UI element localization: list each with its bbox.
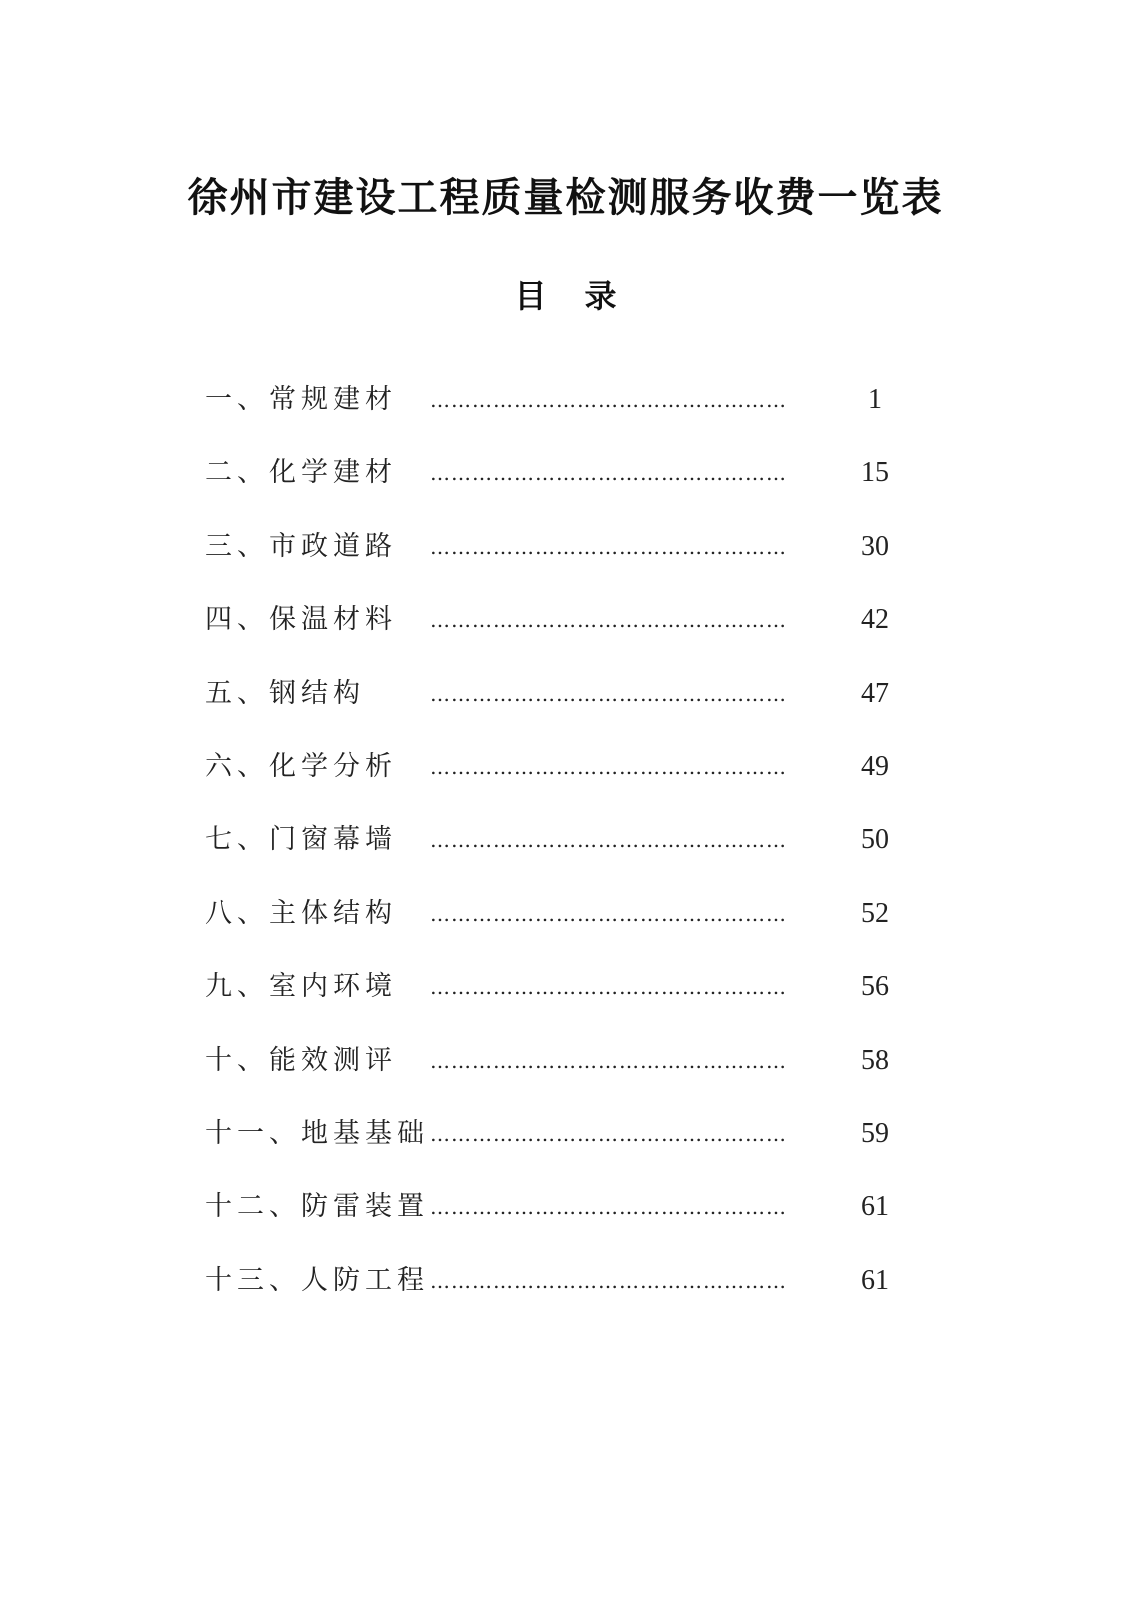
- toc-entry-label: 十三、人防工程: [205, 1264, 429, 1296]
- toc-leader-dots: ……………………………………………: [430, 828, 787, 853]
- toc-entry-7[interactable]: [0, 823, 1131, 896]
- toc-entry-label: 七、门窗幕墙: [205, 824, 397, 856]
- toc-entry-label: 一、常规建材: [205, 384, 397, 415]
- toc-leader-dots: ……………………………………………: [430, 1195, 787, 1220]
- toc-entry-page: 15: [861, 457, 889, 489]
- toc-entry-page: 61: [861, 1191, 889, 1223]
- toc-entry-label: 五、钢结构: [205, 677, 365, 709]
- toc-leader-dots: ……………………………………………: [430, 1121, 787, 1146]
- toc-leader-dots: ……………………………………………: [430, 681, 787, 706]
- toc-entry-5[interactable]: [0, 677, 1131, 750]
- toc-entry-label: 十、能效测评: [205, 1044, 397, 1076]
- toc-entry-page: 42: [861, 604, 889, 636]
- toc-leader-dots: ……………………………………………: [430, 975, 787, 1000]
- toc-leader-dots: ……………………………………………: [430, 461, 787, 486]
- toc-entry-page: 59: [861, 1117, 889, 1149]
- toc-leader-dots: ……………………………………………: [430, 754, 787, 779]
- toc-entry-3[interactable]: [0, 530, 1131, 603]
- toc-entry-11[interactable]: [0, 1117, 1131, 1190]
- toc-entry-8[interactable]: [0, 897, 1131, 970]
- toc-leader-dots: ……………………………………………: [430, 1268, 787, 1293]
- toc-heading-left: 目: [514, 277, 547, 315]
- toc-entry-4[interactable]: [0, 603, 1131, 676]
- toc-entry-1[interactable]: [0, 383, 1131, 456]
- toc-entry-label: 十二、防雷装置: [205, 1191, 429, 1223]
- toc-entry-label: 四、保温材料: [205, 604, 397, 636]
- toc-entry-label: 十一、地基基础: [205, 1117, 429, 1149]
- toc-leader-dots: ……………………………………………: [430, 388, 787, 412]
- toc-heading: [0, 274, 1131, 318]
- toc-entry-page: 30: [861, 530, 889, 562]
- toc-leader-dots: ……………………………………………: [430, 608, 787, 633]
- toc-entry-9[interactable]: [0, 970, 1131, 1043]
- toc-entry-6[interactable]: [0, 750, 1131, 823]
- toc-entry-page: 47: [861, 677, 889, 709]
- toc-entry-page: 1: [868, 384, 882, 415]
- toc-entry-page: 61: [861, 1264, 889, 1296]
- toc-leader-dots: ……………………………………………: [430, 1048, 787, 1073]
- toc-entry-13[interactable]: [0, 1264, 1131, 1337]
- toc-entry-label: 九、室内环境: [205, 971, 397, 1003]
- toc-entry-label: 三、市政道路: [205, 530, 397, 562]
- toc-entry-2[interactable]: [0, 456, 1131, 529]
- toc-entry-page: 49: [861, 750, 889, 782]
- toc-entry-page: 50: [861, 824, 889, 856]
- toc-entry-12[interactable]: [0, 1190, 1131, 1263]
- toc-entry-page: 58: [861, 1044, 889, 1076]
- document-title: 徐州市建设工程质量检测服务收费一览表: [187, 175, 944, 221]
- toc-entry-label: 八、主体结构: [205, 897, 397, 929]
- toc-entry-page: 52: [861, 897, 889, 929]
- toc-leader-dots: ……………………………………………: [430, 901, 787, 926]
- toc-list: [0, 383, 1131, 1337]
- toc-entry-label: 二、化学建材: [205, 457, 397, 489]
- toc-heading-right: 录: [584, 277, 617, 315]
- toc-entry-page: 56: [861, 971, 889, 1003]
- toc-entry-label: 六、化学分析: [205, 750, 397, 782]
- toc-leader-dots: ……………………………………………: [430, 534, 787, 559]
- toc-entry-10[interactable]: [0, 1044, 1131, 1117]
